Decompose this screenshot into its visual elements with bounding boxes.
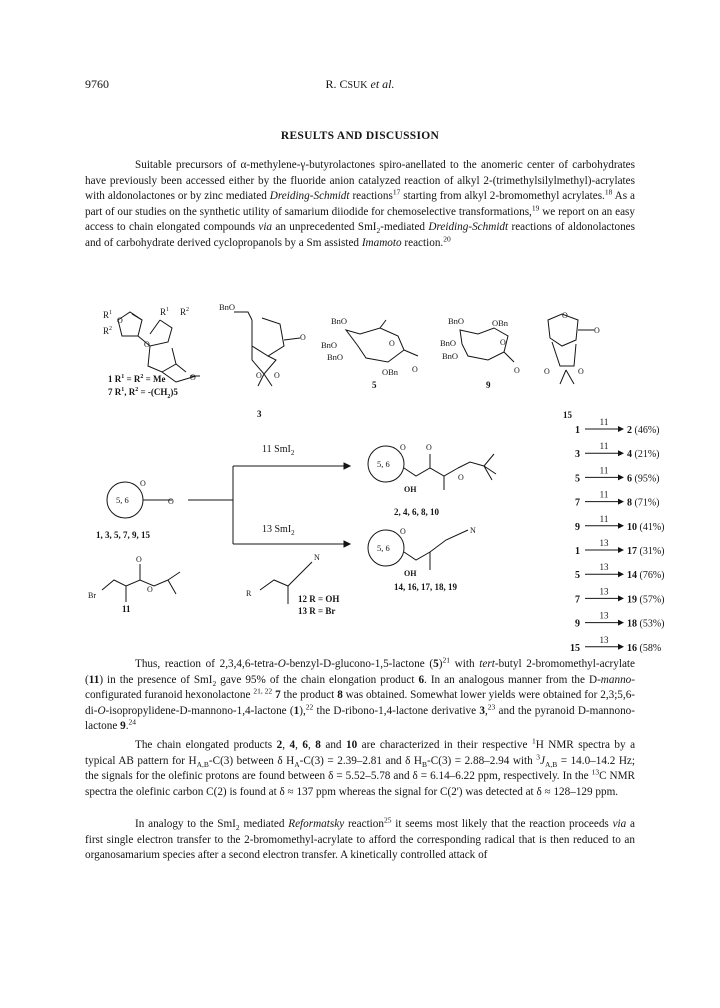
svg-text:5: 5 (372, 380, 377, 390)
svg-text:N: N (314, 553, 320, 562)
reaction-table (570, 417, 665, 654)
svg-text:Br: Br (88, 591, 96, 600)
svg-text:5, 6: 5, 6 (116, 495, 129, 505)
svg-text:O: O (256, 371, 262, 380)
paragraph-nmr: The chain elongated products 2, 4, 6, 8 and 10 are characterized in their respective $^1$H NMR spectra by a typical AB pattern for $H_{A,B}-C(3)$ between δ $H_A-C(3) = 2.39-2.81$ and δ $H_B-C(3) = 2.88-2.94$ with $^3J_{A,B} = 14.0-14.2$ Hz; the signals for the olefinic protons are found between δ = 5.52–5.78 and δ = 6.14–6.22 ppm, respectively. In the $^{13}$C NMR spectra the olefinic carbon C(2) is found at δ ≈ 137 ppm whereas the signal for C(2') was detected at δ ≈ 128–129 ppm. (85, 736, 636, 798)
svg-text:9: 9 (486, 380, 491, 390)
reaction-reagent: 11 (599, 513, 609, 524)
svg-text:O: O (458, 473, 464, 482)
reaction-substrate: 5 (575, 570, 580, 582)
section-title: RESULTS AND DISCUSSION (280, 130, 440, 142)
reaction-product: 17 (31%) (627, 546, 665, 557)
svg-text:15: 15 (563, 410, 572, 420)
svg-text:BnO: BnO (440, 338, 457, 348)
svg-text:BnO: BnO (327, 352, 344, 362)
svg-text:O: O (594, 326, 600, 335)
reaction-product: 10 (41%) (627, 521, 665, 533)
reaction-row (575, 611, 665, 630)
svg-text:BnO: BnO (442, 351, 459, 361)
svg-text:O: O (274, 371, 280, 380)
reaction-substrate: 1 (575, 546, 580, 557)
svg-text:1 R1 = R2 = Me: 1 $R^1 = R^2 = Me$ (108, 374, 166, 384)
svg-text:O: O (578, 367, 584, 376)
reaction-substrate: 9 (575, 618, 580, 630)
reaction-row (575, 490, 660, 509)
svg-text:O: O (190, 373, 196, 382)
reaction-row (575, 465, 660, 484)
svg-text:R: R (246, 589, 252, 598)
reaction-reagent: 11 (599, 489, 609, 500)
svg-text:12 R = OH: 12 R = OH (298, 594, 340, 604)
reaction-product: 14 (76%) (627, 570, 665, 582)
svg-text:O: O (514, 366, 520, 375)
svg-text:7 R1, R2 = -(CH2)5: 7 $R^1$, $R^2 = -(CH_2)5$ (108, 387, 178, 400)
reaction-reagent: 13 (599, 586, 609, 597)
svg-text:R2: $R^2$ (103, 326, 113, 336)
structure-1-7 (118, 312, 200, 382)
svg-text:R2: $R^2$ (180, 307, 190, 317)
svg-text:5, 6: 5, 6 (377, 459, 390, 469)
reaction-product: 19 (57%) (627, 594, 665, 606)
running-head: R. CSUK et al. (325, 77, 395, 91)
svg-text:O: O (426, 443, 432, 452)
reaction-row (570, 635, 661, 654)
structure-15 (548, 314, 594, 384)
svg-text:O: O (400, 443, 406, 452)
svg-text:O: O (117, 316, 123, 325)
reaction-reagent: 13 (599, 634, 609, 645)
svg-text:N: N (470, 526, 476, 535)
reaction-product: 16 (58% (627, 642, 662, 654)
reaction-arrowhead (618, 474, 624, 480)
reaction-reagent: 13 (599, 562, 609, 573)
upper-products-label: 2, 4, 6, 8, 10 (394, 507, 439, 517)
page-number: 9760 (85, 77, 109, 91)
reaction-substrate: 5 (575, 473, 580, 485)
reaction-reagent: 13 (599, 538, 609, 548)
svg-text:BnO: BnO (219, 302, 236, 312)
reaction-reagent: 11 (599, 417, 609, 427)
reaction-reagent: 11 (599, 441, 609, 452)
svg-text:O: O (300, 333, 306, 342)
reaction-arrowhead (618, 644, 624, 650)
reaction-row (575, 586, 665, 605)
substrates-label: 1, 3, 5, 7, 9, 15 (96, 530, 150, 540)
reaction-arrowhead (618, 595, 624, 601)
structure-11 (102, 564, 180, 602)
svg-text:OBn: OBn (492, 318, 509, 328)
reaction-arrowhead (618, 547, 624, 553)
reaction-product: 18 (53%) (627, 618, 665, 630)
paragraph-mechanism: In analogy to the SmI$_2$ mediated Reformatsky reaction$^{25}$ it seems most likely that the reaction proceeds via a first single electron transfer to the 2-bromomethyl-acrylate to afford the corresponding radical that is then reduced to an organosamarium species after a second electron transfer. A kinetically controlled attack of (85, 815, 635, 861)
svg-text:BnO: BnO (448, 316, 465, 326)
svg-text:13 SmI2: 13 SmI$_2$ (262, 524, 295, 537)
reaction-substrate: 3 (575, 449, 580, 461)
reaction-product: 8 (71%) (627, 497, 660, 509)
svg-text:OH: OH (404, 569, 417, 578)
svg-text:BnO: BnO (321, 340, 338, 350)
svg-text:13 R = Br: 13 R = Br (298, 606, 336, 616)
svg-text:O: O (136, 555, 142, 564)
svg-text:O: O (400, 527, 406, 536)
reaction-reagent: 11 (599, 465, 609, 476)
reaction-row (575, 538, 665, 557)
reaction-product: 2 (46%) (627, 425, 660, 436)
reaction-substrate: 7 (575, 497, 580, 509)
svg-text:OH: OH (404, 485, 417, 494)
paragraph-glucono: Thus, reaction of 2,3,4,6-tetra-O-benzyl-D-glucono-1,5-lactone $(5)^{21}$ with tert-butyl 2-bromomethyl-acrylate (11) in the presence of SmI$_2$ gave 95% of the chain elongation product 6. In an analogous manner from the D-manno-configurated furanoid hexonolactone $^{21, 22}$ 7 the product 8 was obtained. Somewhat lower yields were obtained for 2,3;5,6-di-O-isopropylidene-D-mannono-1,4-lactone (1),$^{22}$ the D-ribono-1,4-lactone derivative 3,23 and the pyranoid D-mannono-lactone 9.24 (85, 655, 636, 732)
reaction-substrate: 9 (575, 521, 580, 533)
reaction-arrowhead (618, 426, 624, 432)
svg-text:3: 3 (257, 409, 262, 419)
structure-3 (234, 312, 300, 386)
reaction-row (575, 441, 660, 460)
svg-text:O: O (412, 365, 418, 374)
reaction-substrate: 7 (575, 594, 580, 606)
svg-text:O: O (140, 479, 146, 488)
svg-text:11 SmI2: 11 SmI$_2$ (262, 444, 295, 457)
structure-9 (460, 328, 514, 362)
structure-5 (346, 320, 418, 362)
reaction-scheme (0, 290, 720, 654)
reaction-arrowhead (618, 450, 624, 456)
reaction-reagent: 13 (599, 610, 609, 621)
reaction-product: 6 (95%) (627, 473, 660, 485)
svg-text:OBn: OBn (382, 367, 399, 377)
svg-text:O: O (144, 340, 150, 349)
svg-text:11: 11 (122, 604, 131, 614)
reaction-arrowhead (618, 523, 624, 529)
lower-products-label: 14, 16, 17, 18, 19 (394, 582, 457, 592)
svg-text:R1: $R^1$ (103, 310, 113, 320)
svg-text:R1: $R^1$ (160, 307, 170, 317)
reaction-arrowhead (618, 571, 624, 577)
paragraph-intro: Suitable precursors of α-methylene-γ-butyrolactones spiro-anellated to the anomeric center of carbohydrates have previously been accessed either by the fluoride anion catalyzed reaction of alkyl 2-(trimethylsilylmethyl)-acrylates with aldonolactones or by zinc mediated Dreiding-Schmidt reactions$^{17}$ starting from alkyl 2-bromomethyl acrylates.$^{18}$ As a part of our studies on the synthetic utility of samarium diiodide for chemoselective transformations,$^{19}$ we report on an easy access to chain elongated compounds via an unprecedented SmI$_2$-mediated Dreiding-Schmidt reactions of aldonolactones and of carbohydrate derived cyclopropanols by a Sm assisted Imamoto reaction.$^{20}$ (85, 159, 636, 249)
reaction-arrowhead (618, 499, 624, 505)
svg-text:O: O (500, 338, 506, 347)
svg-text:O: O (544, 367, 550, 376)
svg-text:BnO: BnO (331, 316, 348, 326)
reaction-arrowhead (618, 620, 624, 626)
reaction-row (575, 514, 665, 533)
svg-text:O: O (147, 585, 153, 594)
reaction-substrate: 15 (570, 642, 580, 654)
reaction-row (575, 562, 665, 581)
svg-text:O: O (562, 311, 568, 320)
reaction-product: 4 (21%) (627, 449, 660, 461)
reaction-substrate: 1 (575, 425, 580, 436)
reaction-row (575, 417, 660, 436)
svg-text:O: O (168, 497, 174, 506)
svg-text:5, 6: 5, 6 (377, 543, 390, 553)
svg-text:O: O (389, 339, 395, 348)
